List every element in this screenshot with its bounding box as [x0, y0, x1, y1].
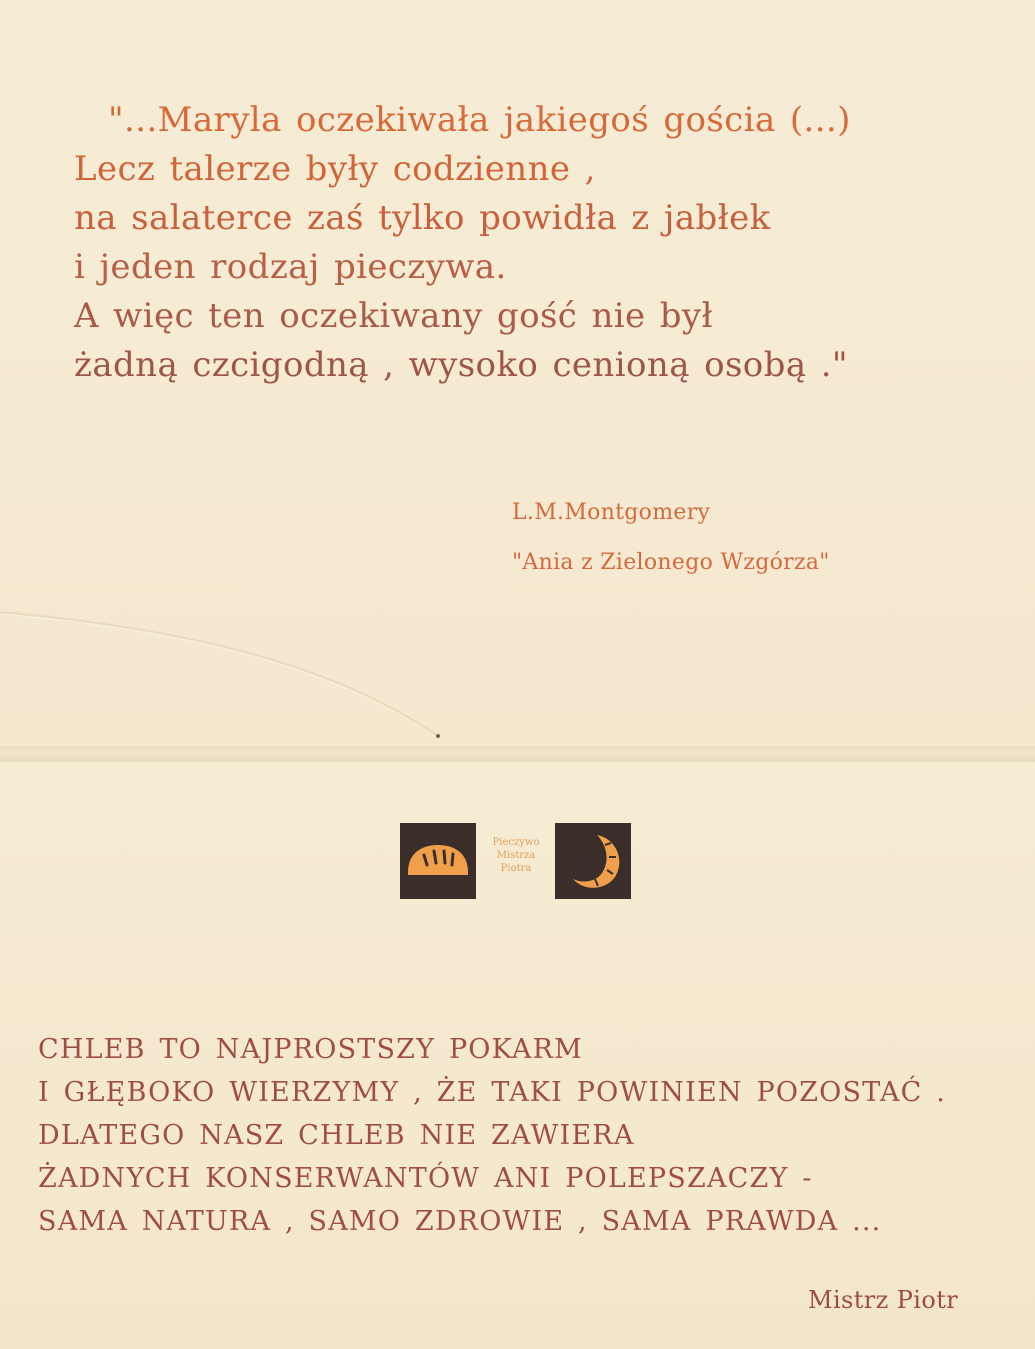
croissant-icon	[555, 823, 631, 899]
statement-line: ŻADNYCH KONSERWANTÓW ANI POLEPSZACZY -	[38, 1163, 813, 1194]
bakery-logo-croissant-tile	[555, 823, 631, 899]
quote-author: L.M.Montgomery	[512, 500, 711, 525]
quote-line: Lecz talerze były codzienne ,	[74, 149, 596, 189]
quote-line: na salaterce zaś tylko powidła z jabłek	[74, 198, 771, 238]
quote-line: A więc ten oczekiwany gość nie był	[74, 296, 713, 336]
bakery-statement	[38, 1028, 946, 1243]
statement-line: DLATEGO NASZ CHLEB NIE ZAWIERA	[38, 1120, 635, 1151]
quote-line: i jeden rodzaj pieczywa.	[74, 247, 507, 287]
bakery-logo-bread-tile	[400, 823, 476, 899]
logo-name-line: Piotra	[500, 863, 532, 874]
statement-line: CHLEB TO NAJPROSTSZY POKARM	[38, 1034, 583, 1065]
statement-line: SAMA NATURA , SAMO ZDROWIE , SAMA PRAWDA ...	[38, 1206, 882, 1237]
bakery-logo-name	[480, 836, 552, 875]
statement-signature: Mistrz Piotr	[808, 1286, 959, 1314]
paper-crease	[0, 600, 1035, 760]
book-quote	[74, 96, 851, 390]
bread-loaf-icon	[400, 823, 476, 899]
logo-name-line: Pieczywo	[492, 837, 540, 848]
logo-name-line: Mistrza	[496, 850, 536, 861]
quote-line: "...Maryla oczekiwała jakiegoś gościa (...)	[108, 100, 851, 140]
quote-line: żadną czcigodną , wysoko cenioną osobą ."	[74, 345, 848, 385]
statement-line: I GŁĘBOKO WIERZYMY , ŻE TAKI POWINIEN POZOSTAĆ .	[38, 1077, 947, 1108]
quote-source-title: "Ania z Zielonego Wzgórza"	[512, 550, 830, 575]
